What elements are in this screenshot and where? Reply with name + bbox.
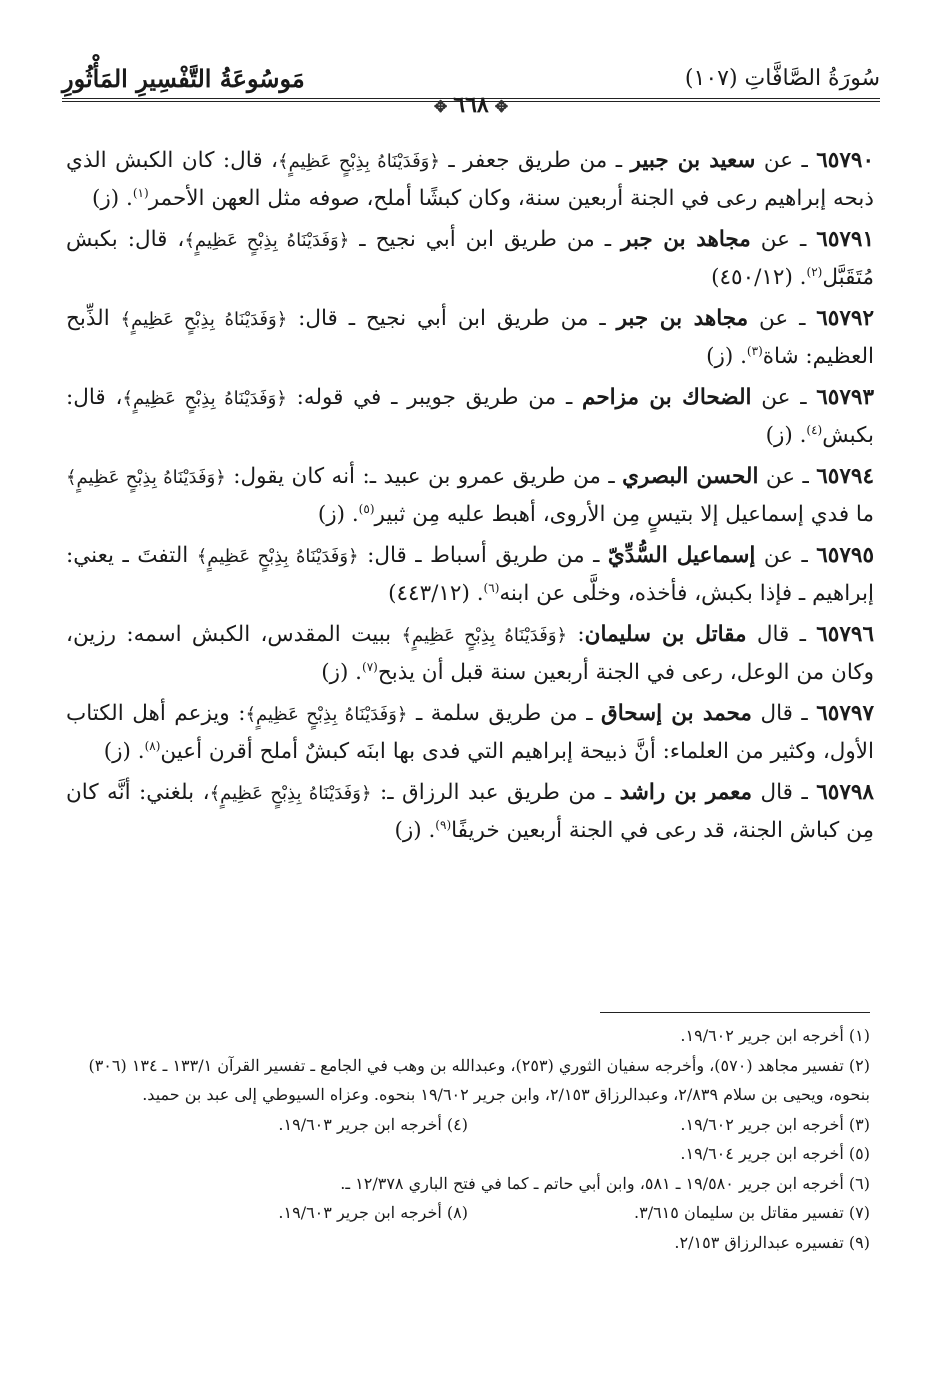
narration-text: ما فدي إسماعيل إلا بتيسٍ مِن الأروى، أهبط عليه مِن ثبير xyxy=(374,502,874,527)
source-ref: . (ز) xyxy=(317,502,359,527)
narrator-name: الضحاك بن مزاحم xyxy=(582,385,752,410)
text-segment: ـ عن xyxy=(748,306,817,331)
footnote-2: (٢) تفسير مجاهد (٥٧٠)، وأخرجه سفيان الثوري (٢٥٣)، وعبدالله بن وهب في الجامع ـ تفسير القرآن ١٣٣/١ ـ ١٣٤ (٣٠٦) بنحوه، ويحيى بن سلام ٢/٨٣٩، وعبدالرزاق ٢/١٥٣، وابن جرير ١٩/٦٠٢ بنحوه. وعزاه السيوطي إلى عبد بن حميد. xyxy=(88,1055,870,1104)
narration-entry xyxy=(66,221,874,296)
text-segment: ـ قال xyxy=(752,780,817,805)
ornament-icon: ✥ xyxy=(433,97,448,116)
text-segment: ـ عن xyxy=(755,543,817,568)
narration-number: ٦٥٧٩٦ xyxy=(816,622,874,647)
footnotes xyxy=(66,1012,870,1257)
source-ref: . (٤٥٠/١٢) xyxy=(711,265,807,290)
text-segment: ـ من طريق ابن أبي نجيح ـ xyxy=(349,227,621,252)
footnote-3: (٣) أخرجه ابن جرير ١٩/٦٠٢. xyxy=(680,1114,870,1134)
narration-entry xyxy=(66,695,874,770)
narration-number: ٦٥٧٩٢ xyxy=(816,306,874,331)
narration-number: ٦٥٧٩٣ xyxy=(816,385,874,410)
source-ref: . (ز) xyxy=(92,186,133,211)
narration-entry xyxy=(66,142,874,217)
narrator-name: مقاتل بن سليمان xyxy=(584,622,747,647)
footnote-8: (٨) أخرجه ابن جرير ١٩/٦٠٣. xyxy=(278,1203,468,1222)
text-segment: ـ من طريق عمرو بن عبيد ـ: أنه كان يقول: xyxy=(225,464,623,489)
text-segment: ـ من طريق ابن أبي نجيح ـ قال: xyxy=(287,306,617,331)
text-segment: ـ من طريق سلمة ـ xyxy=(407,701,602,726)
narration-entry xyxy=(66,379,874,454)
narration-text: ، قال: بكبش xyxy=(66,385,874,448)
source-ref: . (ز) xyxy=(321,660,363,685)
text-segment: ـ من طريق عبد الرزاق ـ: xyxy=(371,780,620,805)
footnote-5: (٥) أخرجه ابن جرير ١٩/٦٠٤. xyxy=(680,1144,870,1163)
footnote-ref: (١) xyxy=(132,185,149,200)
narrator-name: مجاهد بن جبر xyxy=(620,227,751,252)
quran-quote: ﴿وَفَدَيْنَاهُ بِذِبْحٍ عَظِيمٍ﴾ xyxy=(66,467,226,488)
narration-text: الذِّبح العظيم: شاة xyxy=(66,306,874,369)
text-segment: ـ من طريق أسباط ـ قال: xyxy=(358,543,608,568)
source-ref: . (ز) xyxy=(103,739,145,764)
quran-quote: ﴿وَفَدَيْنَاهُ بِذِبْحٍ عَظِيمٍ﴾ xyxy=(245,704,408,725)
quran-quote: ﴿وَفَدَيْنَاهُ بِذِبْحٍ عَظِيمٍ﴾ xyxy=(401,625,568,646)
narration-text: ، قال: كان الكبش الذي ذبحه إبراهيم رعى في الجنة أربعين سنة، وكان كبشًا أملح، صوفه مثل العهن الأحمر xyxy=(66,148,874,211)
narration-number: ٦٥٧٩٥ xyxy=(816,543,874,568)
quran-quote: ﴿وَفَدَيْنَاهُ بِذِبْحٍ عَظِيمٍ﴾ xyxy=(209,783,372,804)
book-title: مَوسُوعَةُ التَّفْسِيرِ المَأْثُورِ xyxy=(62,64,305,93)
text-segment: ـ قال xyxy=(751,701,817,726)
quran-quote: ﴿وَفَدَيْنَاهُ بِذِبْحٍ عَظِيمٍ﴾ xyxy=(122,388,287,409)
text-segment: ـ عن xyxy=(755,148,817,173)
quran-quote: ﴿وَفَدَيْنَاهُ بِذِبْحٍ عَظِيمٍ﴾ xyxy=(120,309,288,330)
text-segment: ـ عن xyxy=(758,464,817,489)
narration-number: ٦٥٧٩٠ xyxy=(816,148,874,173)
narrator-name: محمد بن إسحاق xyxy=(601,701,752,726)
narration-text: ، بلغني: أنَّه كان مِن كباش الجنة، قد رعى في الجنة أربعين خريفًا xyxy=(66,780,874,843)
quran-quote: ﴿وَفَدَيْنَاهُ بِذِبْحٍ عَظِيمٍ﴾ xyxy=(196,546,359,567)
narration-text: ببيت المقدس، الكبش اسمه: رزين، وكان من الوعل، رعى في الجنة أربعين سنة قبل أن يذبح xyxy=(66,622,874,685)
source-ref: . (ز) xyxy=(765,423,807,448)
footnote-6: (٦) أخرجه ابن جرير ١٩/٥٨٠ ـ ٥٨١، وابن أبي حاتم ـ كما في فتح الباري ١٢/٣٧٨ ـ. xyxy=(340,1173,870,1193)
narration-entry xyxy=(66,458,874,533)
narration-number: ٦٥٧٩١ xyxy=(816,227,875,252)
narrator-name: معمر بن راشد xyxy=(619,780,753,805)
text-segment: ـ عن xyxy=(750,227,817,252)
narration-number: ٦٥٧٩٤ xyxy=(816,464,874,489)
footnote-9: (٩) تفسيره عبدالرزاق ٢/١٥٣. xyxy=(674,1232,870,1252)
page-number: ٦٦٨ xyxy=(453,92,489,118)
narration-text: التفتَ ـ يعني: إبراهيم ـ فإذا بكبش، فأخذه، وخلَّى عن ابنه xyxy=(66,543,874,606)
footnote-row xyxy=(66,1110,870,1140)
footnote-ref: (٧) xyxy=(362,659,378,674)
footnote-ref: (٤) xyxy=(806,422,823,437)
narration-entry xyxy=(66,300,874,375)
footnote-ref: (٢) xyxy=(806,264,823,279)
footnote-separator xyxy=(600,1012,870,1013)
text-segment: ـ قال xyxy=(746,622,817,647)
quran-quote: ﴿وَفَدَيْنَاهُ بِذِبْحٍ عَظِيمٍ﴾ xyxy=(278,151,440,172)
ornament-icon: ✥ xyxy=(494,97,509,116)
footnote-ref: (٣) xyxy=(746,343,763,358)
narration-entry xyxy=(66,774,874,849)
narrator-name: سعيد بن جبير xyxy=(630,148,756,173)
page-number-block xyxy=(0,92,942,118)
narration-number: ٦٥٧٩٨ xyxy=(816,780,874,805)
quran-quote: ﴿وَفَدَيْنَاهُ بِذِبْحٍ عَظِيمٍ﴾ xyxy=(184,230,350,251)
narrator-name: إسماعيل السُّدِّيّ xyxy=(607,543,756,568)
source-ref: . (ز) xyxy=(706,344,747,369)
footnote-ref: (٦) xyxy=(483,580,500,595)
narrator-name: الحسن البصري xyxy=(622,464,759,489)
source-ref: . (ز) xyxy=(394,818,436,843)
text-segment: ـ عن xyxy=(751,385,817,410)
text-segment: : xyxy=(567,622,585,647)
footnote-ref: (٥) xyxy=(358,501,375,516)
narration-number: ٦٥٧٩٧ xyxy=(816,701,874,726)
narration-text: ، قال: بكبش مُتَقَبَّل xyxy=(66,227,874,290)
narrator-name: مجاهد بن جبر xyxy=(616,306,749,331)
text-segment: ـ من طريق جويبر ـ في قوله: xyxy=(286,385,583,410)
surah-title: سُورَةُ الصَّافَّاتِ (١٠٧) xyxy=(684,66,880,91)
source-ref: . (٤٤٣/١٢) xyxy=(388,581,484,606)
footnote-ref: (٨) xyxy=(144,738,161,753)
narration-text: : ويزعم أهل الكتاب الأول، وكثير من العلماء: أنَّ ذبيحة إبراهيم التي فدى بها ابنَه كبشٌ أملح أقرن أعين xyxy=(66,701,874,764)
footnote-ref: (٩) xyxy=(435,817,452,832)
footnote-4: (٤) أخرجه ابن جرير ١٩/٦٠٣. xyxy=(278,1114,468,1134)
narration-entry xyxy=(66,616,874,691)
footnote-1: (١) أخرجه ابن جرير ١٩/٦٠٢. xyxy=(680,1026,870,1045)
main-text xyxy=(66,142,874,853)
footnote-row xyxy=(66,1198,870,1228)
narration-entry xyxy=(66,537,874,612)
text-segment: ـ من طريق جعفر ـ xyxy=(439,148,631,173)
footnote-7: (٧) تفسير مقاتل بن سليمان ٣/٦١٥. xyxy=(634,1203,870,1222)
